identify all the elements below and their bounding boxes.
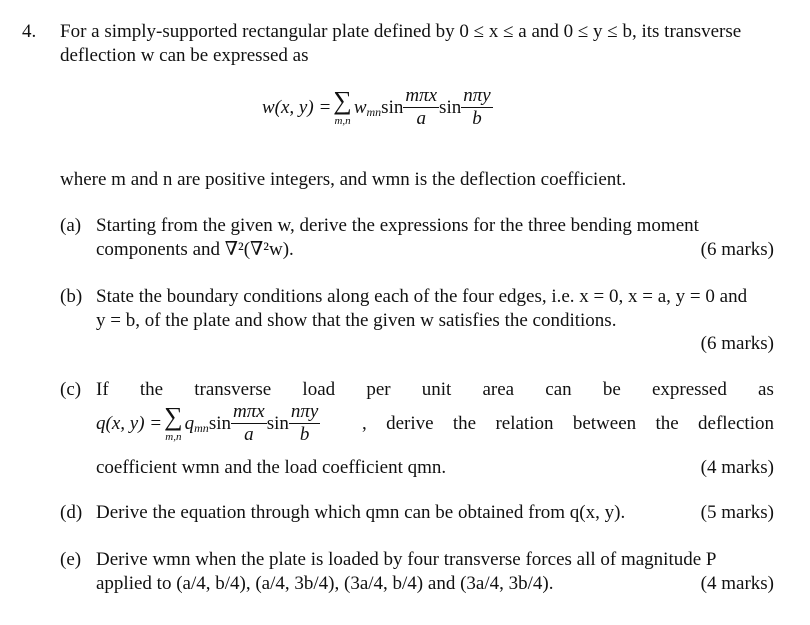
- part-e-line-1: Derive wmn when the plate is loaded by four transverse forces all of magnitude P: [96, 549, 717, 570]
- summation-index: m,n: [334, 115, 351, 128]
- load-coefficient: $q_{mn}$: [184, 412, 209, 435]
- part-a-line-1: Starting from the given w, derive the expressions for the three bending moment: [96, 215, 699, 236]
- sigma-symbol: ∑: [333, 86, 352, 116]
- part-e-line-2: applied to (a/4, b/4), (a/4, 3b/4), (3a/4, b/4) and (3a/4, 3b/4).: [96, 573, 554, 594]
- deflection-equation: [262, 86, 493, 130]
- fraction-2: $\frac{\text{nπy}}{b}$: [463, 85, 491, 129]
- part-d-line-1: Derive the equation through which qmn can be obtained from q(x, y).: [96, 502, 626, 523]
- load-fraction-2: $\frac{\text{nπy}}{b}$: [290, 401, 319, 445]
- part-d-label: (d): [60, 502, 83, 523]
- part-a-line-2: components and ∇²(∇²w).: [96, 239, 294, 260]
- load-fraction-1: $\frac{\text{mπx}}{a}$: [233, 401, 265, 445]
- part-b-marks: (6 marks): [700, 333, 774, 354]
- part-b-line-2: y = b, of the plate and show that the given w satisfies the conditions.: [96, 310, 617, 331]
- question-number: 4.: [22, 21, 37, 42]
- sin-2: sin: [439, 96, 462, 118]
- part-b-label: (b): [60, 286, 83, 307]
- part-a-marks: (6 marks): [700, 239, 774, 260]
- load-equation-lhs: q(x, y) =: [96, 412, 163, 434]
- load-sigma-symbol: ∑: [164, 402, 183, 432]
- fraction-1: $\frac{\text{mπx}}{a}$: [405, 85, 438, 129]
- coefficient: $w_{mn}$: [353, 96, 382, 119]
- part-d-marks: (5 marks): [700, 502, 774, 523]
- part-b-line-1: State the boundary conditions along each of the four edges, i.e. x = 0, x = a, y = 0 and: [96, 286, 748, 307]
- part-e-label: (e): [60, 549, 82, 570]
- where-line: where m and n are positive integers, and wmn is the deflection coefficient.: [60, 169, 627, 190]
- equation-lhs: w(x, y) =: [262, 96, 332, 118]
- sin-1: sin: [381, 96, 404, 118]
- load-summation: [164, 404, 183, 443]
- part-c-marks: (4 marks): [700, 457, 774, 478]
- part-c-line-3: coefficient wmn and the load coefficient qmn.: [96, 457, 447, 478]
- summation: [333, 88, 352, 127]
- load-sin-2: sin: [266, 412, 289, 434]
- part-a-label: (a): [60, 215, 82, 236]
- load-sin-1: sin: [208, 412, 231, 434]
- part-c-line-1: If the transverse load per unit area can be expressed as: [96, 379, 774, 400]
- load-summation-index: m,n: [165, 431, 182, 444]
- intro-line-2: deflection w can be expressed as: [60, 45, 309, 66]
- load-equation: [96, 402, 320, 446]
- part-e-marks: (4 marks): [700, 573, 774, 594]
- intro-line-1: For a simply-supported rectangular plate defined by 0 ≤ x ≤ a and 0 ≤ y ≤ b, its transverse: [60, 21, 742, 42]
- part-c-line-2-rest: , derive the relation between the deflection: [362, 413, 774, 434]
- part-c-label: (c): [60, 379, 82, 400]
